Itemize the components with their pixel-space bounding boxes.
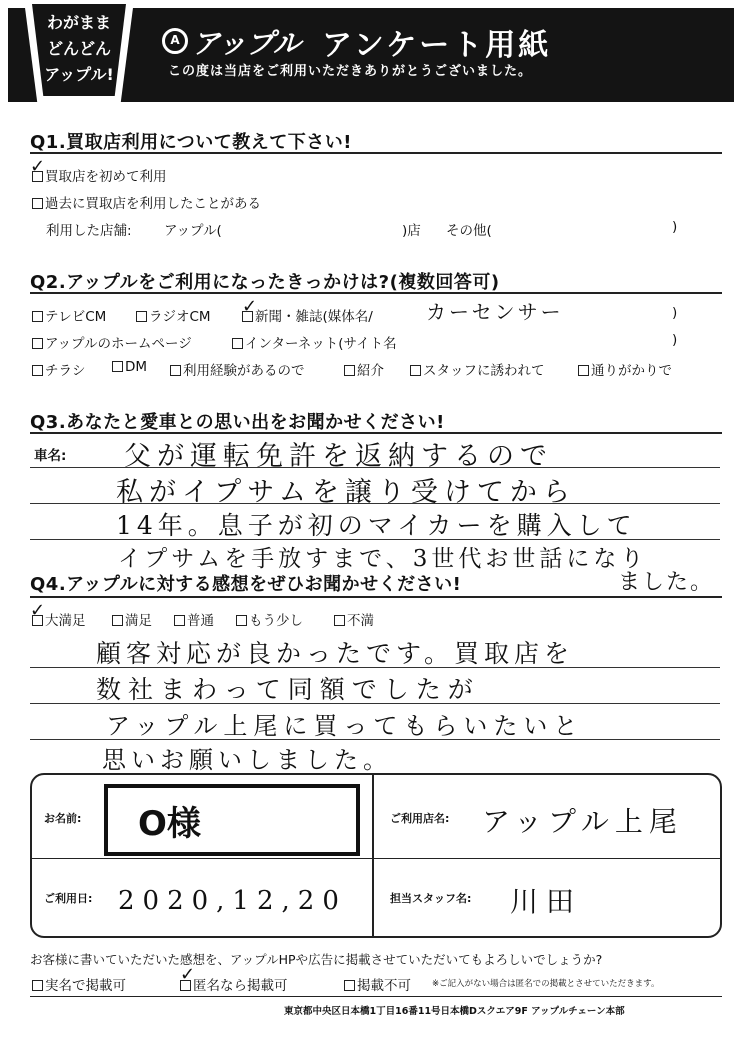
- q4-answer-line-4: 思いお願いしました。: [102, 746, 392, 774]
- q4-option-normal[interactable]: [174, 609, 214, 629]
- q2-option-tv[interactable]: [32, 305, 106, 325]
- consent-question: お客様に書いていただいた感想を、アップルHPや広告に掲載させていただいてもよろしいでしょうか?: [30, 952, 603, 967]
- option-label: 掲載不可: [357, 978, 411, 994]
- q3-answer-line-3: 14年。息子が初のマイカーを購入して: [116, 511, 637, 540]
- checkmark-icon: ✓: [30, 600, 46, 621]
- q2-option-radio[interactable]: [136, 305, 211, 325]
- option-label: 新聞・雑誌(媒体名/: [255, 309, 373, 325]
- q3-title: Q3.あなたと愛車との思い出をお聞かせください!: [30, 412, 445, 433]
- q4-divider: [30, 596, 722, 598]
- option-label: スタッフに誘われて: [423, 363, 545, 379]
- option-label: 利用経験があるので: [183, 363, 305, 379]
- option-label: 匿名なら掲載可: [193, 978, 288, 994]
- staff-value: 川田: [510, 885, 583, 918]
- q3-answer-line-4: イプサムを手放すまで、3世代お世話になり: [118, 546, 648, 572]
- date-value: 2020,12,20: [118, 886, 347, 916]
- option-label: ラジオCM: [149, 309, 211, 325]
- option-label: 通りがかりで: [591, 363, 672, 379]
- checkbox[interactable]: [334, 615, 345, 626]
- checkbox[interactable]: [32, 980, 43, 991]
- q4-title: Q4.アップルに対する感想をぜひお聞かせください!: [30, 574, 462, 595]
- q3-answer-line-5: ました。: [618, 570, 715, 595]
- checkbox[interactable]: [32, 338, 43, 349]
- checkbox[interactable]: [112, 361, 123, 372]
- page-subtitle: この度は当店をご利用いただきありがとうございました。: [168, 64, 533, 79]
- option-label: DM: [125, 359, 148, 375]
- q2-option-staff[interactable]: [410, 359, 545, 379]
- option-label: 過去に買取店を利用したことがある: [45, 196, 261, 212]
- frame-divider-vertical: [372, 775, 374, 936]
- q4-answer-line-2: 数社まわって同額でしたが: [96, 675, 480, 704]
- q1-option-first-time[interactable]: [32, 165, 167, 185]
- footer-address: 東京都中央区日本橋1丁目16番11号日本橋Dスクエア9F アップルチェーン本部: [284, 1006, 625, 1017]
- slogan-line-3: アップル!: [44, 65, 114, 84]
- checkbox[interactable]: [344, 980, 355, 991]
- checkbox[interactable]: [344, 365, 355, 376]
- checkmark-icon: ✓: [180, 964, 196, 985]
- q1-store-suffix: )店: [402, 223, 421, 239]
- q1-divider: [30, 152, 722, 154]
- q2-option-newspaper[interactable]: [242, 305, 373, 325]
- checkbox[interactable]: [232, 338, 243, 349]
- logo-text: アップル: [192, 27, 301, 60]
- frame-divider-horizontal: [32, 858, 720, 859]
- car-name-label: 車名:: [34, 448, 67, 464]
- checkmark-icon: ✓: [30, 156, 46, 177]
- option-label: 大満足: [45, 613, 86, 629]
- q1-store-prefix: アップル(: [164, 223, 222, 239]
- page-title: アンケート用紙: [322, 28, 552, 63]
- date-label: ご利用日:: [44, 892, 93, 905]
- option-label: インターネット(サイト名: [245, 336, 397, 352]
- q2-option-dm[interactable]: [112, 359, 147, 375]
- checkbox[interactable]: [32, 198, 43, 209]
- store-name-value: アップル上尾: [482, 805, 683, 838]
- option-label: アップルのホームページ: [45, 336, 192, 352]
- checkbox[interactable]: [410, 365, 421, 376]
- q2-option-flyer[interactable]: [32, 359, 86, 379]
- checkbox[interactable]: [170, 365, 181, 376]
- q2-row1-close: ): [672, 305, 678, 321]
- q2-option-internet[interactable]: [232, 332, 397, 352]
- slogan-text: [34, 10, 124, 88]
- q4-answer-line-1: 顧客対応が良かったです。買取店を: [96, 639, 575, 668]
- checkbox[interactable]: [112, 615, 123, 626]
- name-label: お名前:: [44, 812, 82, 825]
- q2-option-passing[interactable]: [578, 359, 672, 379]
- consent-no-post[interactable]: [344, 974, 411, 994]
- q2-title: Q2.アップルをご利用になったきっかけは?(複数回答可): [30, 272, 500, 293]
- store-name-label: ご利用店名:: [390, 812, 450, 825]
- option-label: 買取店を初めて利用: [45, 169, 167, 185]
- option-label: テレビCM: [45, 309, 107, 325]
- q1-title: Q1.買取店利用について教えて下さい!: [30, 132, 353, 153]
- q1-store-label: 利用した店舗:: [46, 223, 132, 239]
- consent-anonymous[interactable]: [180, 974, 288, 994]
- option-label: 実名で掲載可: [45, 978, 126, 994]
- checkbox[interactable]: [32, 365, 43, 376]
- checkbox[interactable]: [236, 615, 247, 626]
- q4-answer-line-3: アップル上尾に買ってもらいたいと: [106, 712, 584, 740]
- option-label: 満足: [125, 613, 152, 629]
- name-value: O様: [138, 804, 201, 844]
- q4-option-more[interactable]: [236, 609, 303, 629]
- apple-logo-icon: A: [162, 28, 188, 54]
- slogan-line-2: どんどん: [46, 39, 111, 58]
- checkmark-icon: ✓: [242, 296, 258, 317]
- footer-divider: [30, 996, 722, 997]
- q2-option-referral[interactable]: [344, 359, 384, 379]
- checkbox[interactable]: [174, 615, 185, 626]
- slogan-line-1: わがまま: [46, 13, 111, 32]
- consent-note: ※ご記入がない場合は匿名での掲載とさせていただきます。: [432, 979, 660, 989]
- q4-option-unsatisfied[interactable]: [334, 609, 374, 629]
- q4-option-satisfied[interactable]: [112, 609, 152, 629]
- option-label: 紹介: [357, 363, 384, 379]
- q1-other-close: ): [672, 219, 678, 235]
- staff-label: 担当スタッフ名:: [390, 892, 472, 905]
- q2-row2-close: ): [672, 332, 678, 348]
- checkbox[interactable]: [578, 365, 589, 376]
- option-label: チラシ: [45, 363, 86, 379]
- checkbox[interactable]: [32, 311, 43, 322]
- q1-other-label: その他(: [446, 223, 492, 239]
- media-name-handwritten: カーセンサー: [426, 300, 564, 324]
- q3-answer-line-2: 私がイプサムを譲り受けてから: [116, 477, 576, 508]
- q2-option-experience[interactable]: [170, 359, 305, 379]
- q2-option-homepage[interactable]: [32, 332, 192, 352]
- consent-real-name[interactable]: [32, 974, 126, 994]
- option-label: もう少し: [249, 613, 303, 629]
- checkbox[interactable]: [136, 311, 147, 322]
- q3-answer-line-1: 父が運転免許を返納するので: [124, 441, 553, 472]
- option-label: 普通: [187, 613, 214, 629]
- q2-divider: [30, 292, 722, 294]
- q1-option-past-use[interactable]: [32, 192, 261, 212]
- option-label: 不満: [347, 613, 374, 629]
